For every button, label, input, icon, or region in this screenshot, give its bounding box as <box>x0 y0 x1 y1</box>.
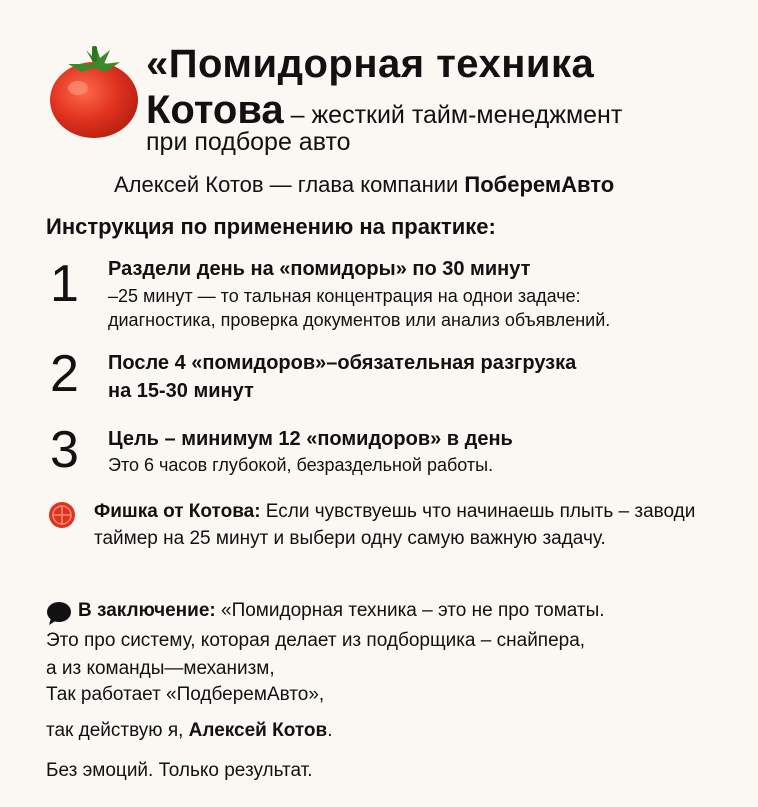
tip-text: Если чувствуешь что начинаешь плыть – заводи таймер на 25 минут и выбери одну самую важную задачу. <box>94 501 696 549</box>
step-number: 1 <box>50 255 79 313</box>
tip-label: Фишка от Котова: <box>94 501 261 522</box>
step-text: –25 минут — то тальная концентрация на однои задаче: <box>108 286 581 306</box>
author-name: Алексей Котов <box>188 720 328 741</box>
tomato-icon <box>46 40 142 140</box>
step-number: 3 <box>50 421 79 479</box>
tip-paragraph <box>94 498 734 552</box>
conclusion-line6: Без эмоций. Только результат. <box>46 760 313 781</box>
step-heading: Раздели день на «помидоры» по 30 минут <box>108 258 531 280</box>
page-title-line1: «Помидорная техника <box>146 42 595 86</box>
author-prefix: Алексей Котов — глава компании <box>114 172 465 197</box>
conclusion-line3: а из команды—механизм, <box>46 658 275 679</box>
step-heading: После 4 «помидоров»–обязательная разгрузка <box>108 352 577 374</box>
instructions-heading: Инструкция по применению на практике: <box>46 214 496 239</box>
step-heading-cont: на 15-30 минут <box>108 380 254 402</box>
step-number: 2 <box>50 345 79 403</box>
tomato-slice-icon <box>47 500 77 530</box>
page-title-line2 <box>146 88 622 133</box>
page-subtitle: – жесткий тайм-менеджмент <box>283 101 623 129</box>
conclusion-label: В заключение: <box>78 600 216 621</box>
author-line <box>114 172 614 198</box>
conclusion-line4: Так работает «ПодберемАвто», <box>46 684 325 705</box>
step-heading: Цель – минимум 12 «помидоров» в день <box>108 428 513 450</box>
conclusion-line1: В заключение: «Помидорная техника – это не про томаты. <box>78 600 605 621</box>
speech-bubble-icon <box>46 600 72 626</box>
step-text: диагностика, проверка документов или анализ объявлений. <box>108 310 611 330</box>
page-subtitle-line2: при подборе авто <box>146 128 351 156</box>
conclusion-line5: так действую я, Алексей Котов. <box>46 720 333 741</box>
author-company: ПоберемАвто <box>464 172 615 197</box>
step-text: Это 6 часов глубокой, безраздельной работы. <box>108 455 494 475</box>
conclusion-line2: Это про систему, которая делает из подборщика – снайпера, <box>46 630 586 651</box>
page-title-name: Котова <box>146 88 284 132</box>
